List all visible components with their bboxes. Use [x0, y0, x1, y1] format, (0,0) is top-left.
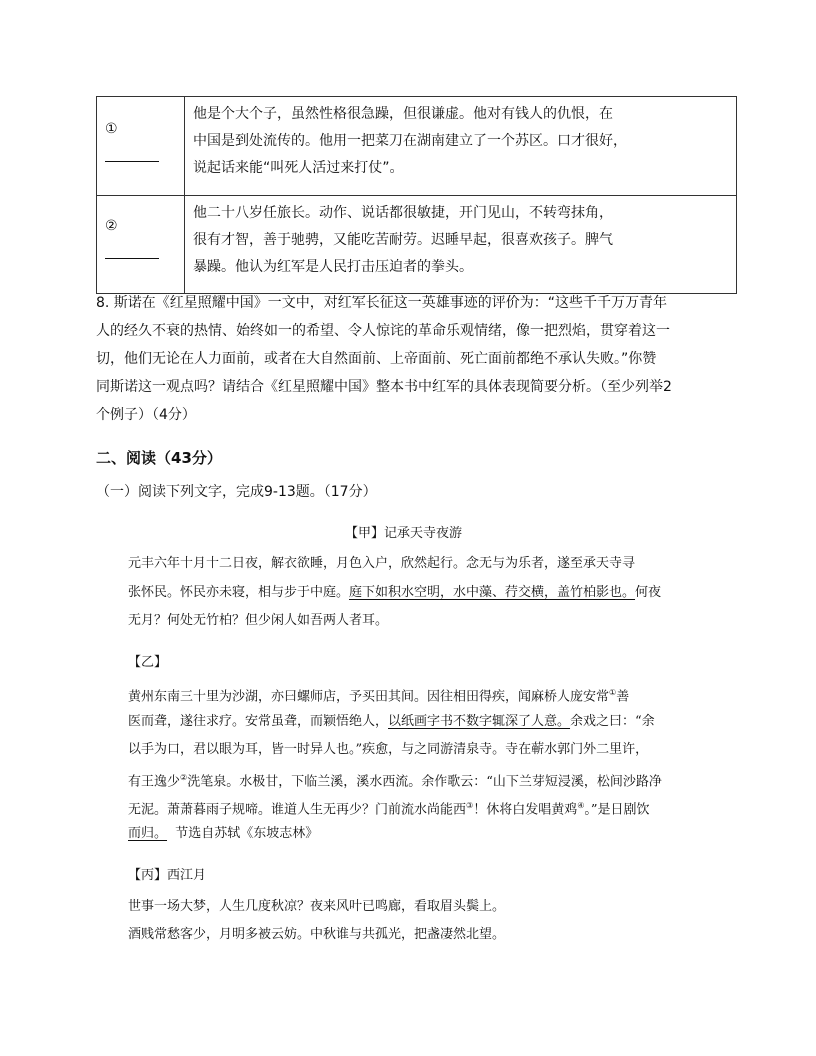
yi-line-4: 有王逸少②洗笔泉。水极甘，下临兰溪，溪水西流。余作歌云：“山下兰芽短浸溪，松间沙路净 [128, 773, 662, 790]
yi-line-6 [128, 819, 318, 849]
table-row-divider [96, 195, 737, 196]
table-row-2-answer-blank[interactable] [105, 258, 159, 259]
table-row-1-number: ① [105, 121, 118, 137]
jia-line-2: 张怀民。怀民亦未寝，相与步于中庭。庭下如积水空明，水中藻、荇交横，盖竹柏影也。何夜 [128, 585, 662, 600]
jia-line-3: 无月？何处无竹柏？但少闲人如吾两人者耳。 [128, 613, 389, 628]
yi-line-3: 以手为口，君以眼为耳，皆一时异人也。”疾愈，与之同游清泉寺。寺在蕲水郭门外二里许， [128, 742, 649, 757]
jia-underlined-sentence: 庭下如积水空明，水中藻、荇交横，盖竹柏影也。 [349, 585, 636, 600]
table-row-1-line-3: 说起话来能“叫死人活过来打仗”。 [193, 160, 404, 176]
jia-title: 【甲】记承天寺夜游 [345, 526, 463, 541]
yi-underlined-sentence: 以纸画字书不数字辄深了人意。 [388, 714, 571, 729]
section-instruction: （一）阅读下列文字，完成9-13题。（17分） [96, 484, 377, 500]
note-1-marker: ① [609, 688, 617, 697]
question-8-line-5: 个例子）（4分） [96, 407, 196, 423]
table-row-1-answer-blank[interactable] [105, 161, 159, 162]
yi-label: 【乙】 [128, 655, 168, 670]
question-8-line-3: 切，他们无论在人力面前，或者在大自然面前、上帝面前、死亡面前都绝不承认失败。”你赞 [96, 351, 657, 367]
table-row-2-line-1: 他二十八岁任旅长。动作、说话都很敏捷，开门见山，不转弯抹角， [193, 205, 613, 221]
question-8-line-2: 人的经久不衰的热情、始终如一的希望、令人惊诧的革命乐观情绪，像一把烈焰，贯穿着这一 [96, 323, 670, 339]
yi-line-1: 黄州东南三十里为沙湖，亦曰螺师店，予买田其间。因往相田得疾，闻麻桥人庞安常①善 [128, 688, 630, 705]
note-2-marker: ② [180, 773, 188, 782]
yi-underlined-ending: 而归。 [128, 826, 168, 841]
table-row-2-line-3: 暴躁。他认为红军是人民打击压迫者的拳头。 [193, 259, 473, 275]
table-row-2-number: ② [105, 218, 118, 234]
bing-title: 【丙】西江月 [128, 868, 207, 883]
table-row-1-line-1: 他是个大个子，虽然性格很急躁，但很谦虚。他对有钱人的仇恨，在 [193, 106, 613, 122]
note-3-marker: ③ [466, 801, 474, 810]
yi-line-2: 医而聋，遂往求疗。安常虽聋，而颖悟绝人，以纸画字书不数字辄深了人意。余戏之曰：“余 [128, 714, 655, 729]
section-heading: 二、阅读（43分） [96, 449, 222, 467]
table-row-2-line-2: 很有才智，善于驰骋，又能吃苦耐劳。迟睡早起，很喜欢孩子。脾气 [193, 232, 613, 248]
table-row-1-line-2: 中国是到处流传的。他用一把菜刀在湖南建立了一个苏区。口才很好， [193, 133, 627, 149]
table-column-divider [184, 96, 185, 294]
yi-line-5: 无泥。萧萧暮雨子规啼。谁道人生无再少？门前流水尚能西③！休将白发唱黄鸡④。”是日剧饮 [128, 801, 650, 818]
yi-source: 节选自苏轼《东坡志林》 [167, 826, 319, 841]
question-8-line-4: 同斯诺这一观点吗？请结合《红星照耀中国》整本书中红军的具体表现简要分析。（至少列举2 [96, 379, 672, 395]
jia-line-1: 元丰六年十月十二日夜，解衣欲睡，月色入户，欣然起行。念无与为乐者，遂至承天寺寻 [128, 556, 636, 571]
note-4-marker: ④ [577, 801, 585, 810]
bing-line-1: 世事一场大梦，人生几度秋凉？夜来风叶已鸣廊，看取眉头鬓上。 [128, 899, 506, 914]
question-8-line-1: 8. 斯诺在《红星照耀中国》一文中，对红军长征这一英雄事迹的评价为：“这些千千万万青年 [96, 295, 668, 311]
bing-line-2: 酒贱常愁客少，月明多被云妨。中秋谁与共孤光，把盏凄然北望。 [128, 927, 506, 942]
